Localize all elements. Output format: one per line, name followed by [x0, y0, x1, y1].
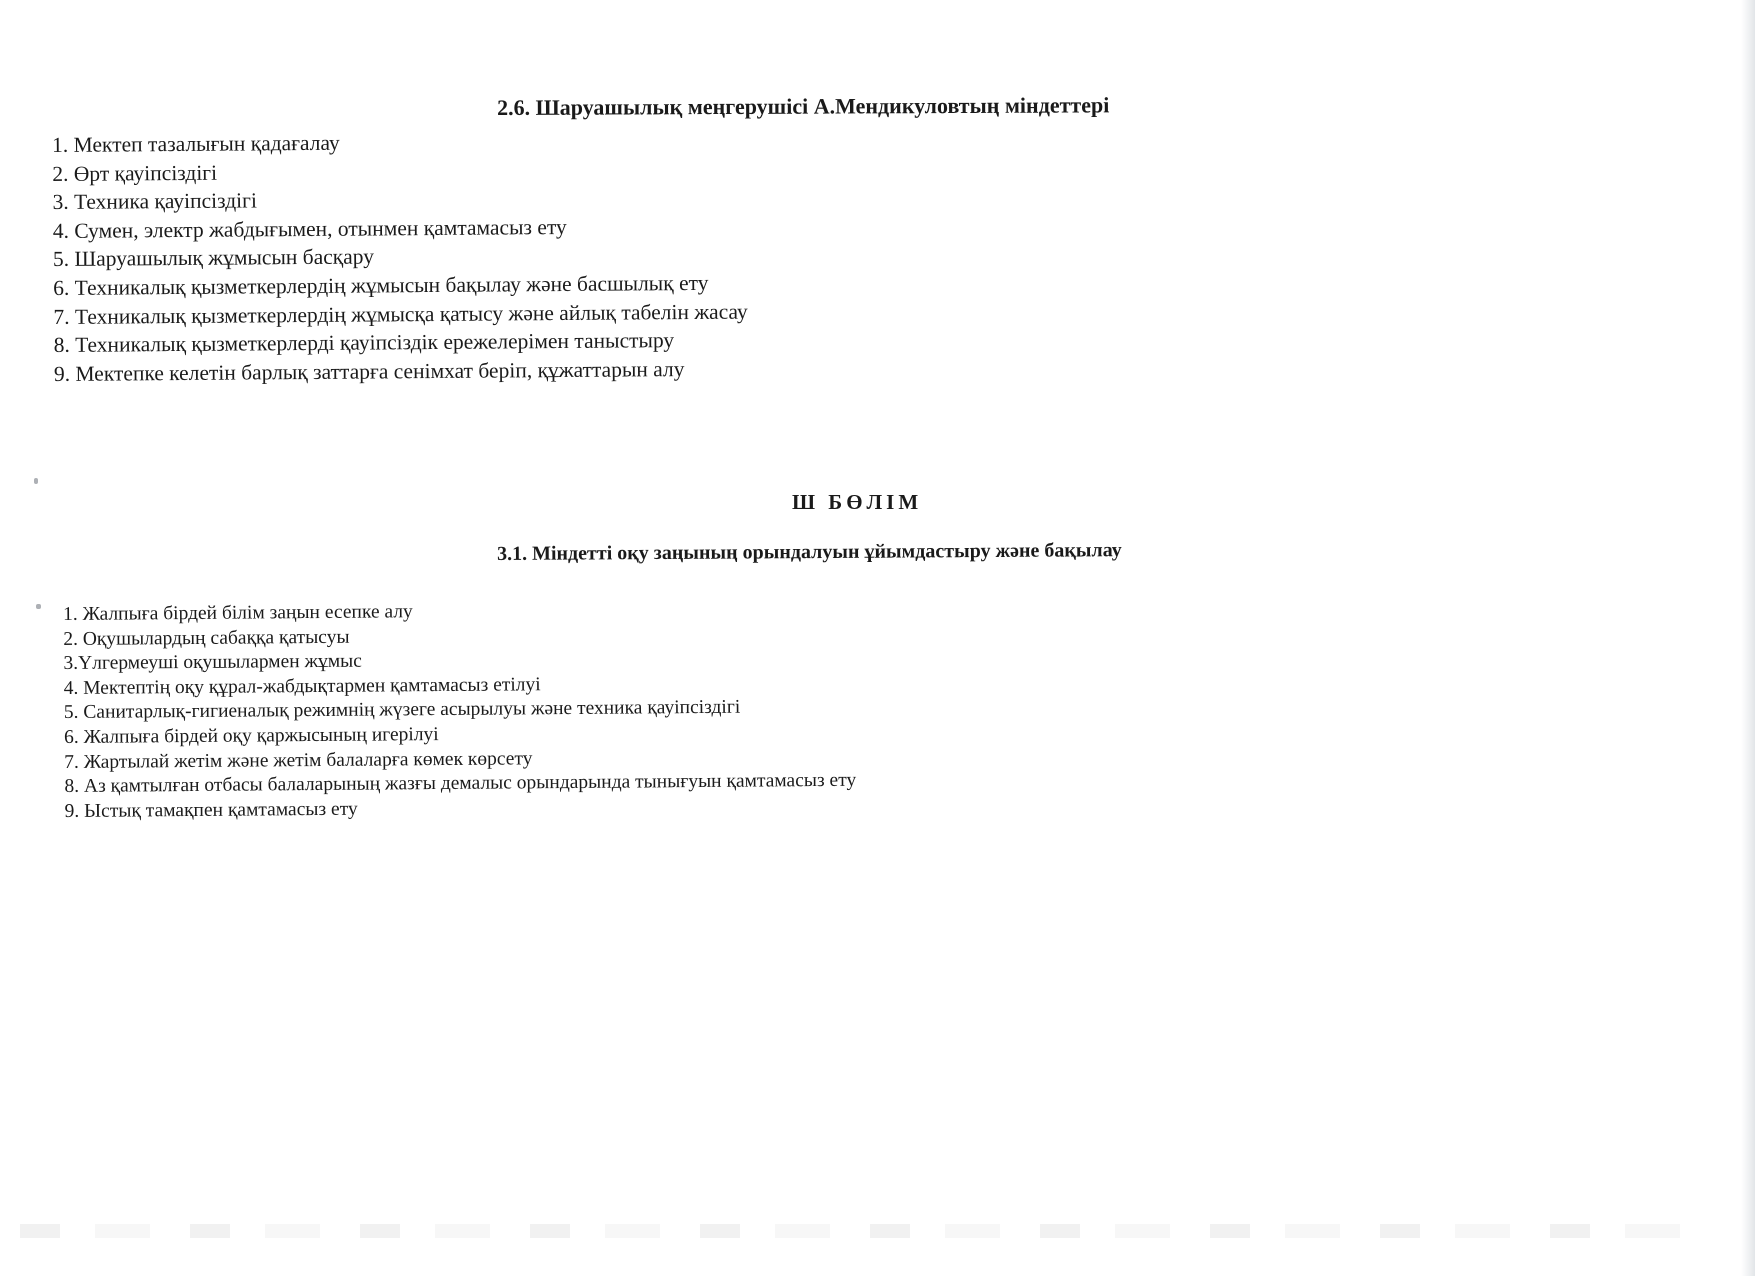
- list-item: 2. Өрт қауіпсіздігі: [52, 160, 218, 186]
- list-item: 7. Техникалық қызметкерлердің жұмысқа қатысу және айлық табелін жасау: [53, 299, 748, 329]
- list-item: 6. Техникалық қызметкерлердің жұмысын бақылау және басшылық ету: [53, 270, 709, 300]
- section-2-6-heading: 2.6. Шаруашылық меңгерушісі А.Мендикуловтың міндеттері: [497, 92, 1110, 120]
- scan-bottom-noise: [20, 1224, 1720, 1238]
- section-2-6-duties-list: [52, 126, 748, 389]
- list-item: 3.Үлгермеуші оқушылармен жұмыс: [63, 650, 362, 675]
- list-item: 4. Сумен, электр жабдығымен, отынмен қамтамасыз ету: [52, 214, 567, 243]
- section-3-title: Ш БӨЛІМ: [792, 490, 923, 514]
- list-item: 9. Ыстық тамақпен қамтамасыз ету: [64, 798, 358, 822]
- list-item: 1. Жалпыға бірдей білім заңын есепке алу: [63, 601, 413, 625]
- scan-edge-shadow: [1741, 0, 1755, 1276]
- list-item: 2. Оқушылардың сабаққа қатысуы: [63, 626, 350, 650]
- list-item: 1. Мектеп тазалығын қадағалау: [52, 130, 340, 157]
- list-item: 9. Мектепке келетін барлық заттарға сенімхат беріп, құжаттарын алу: [53, 356, 685, 386]
- list-item: 4. Мектептің оқу құрал-жабдықтармен қамтамасыз етілуі: [63, 674, 541, 699]
- list-item: 6. Жалпыға бірдей оқу қаржысының игерілуі: [63, 724, 439, 748]
- list-item: 7. Жартылай жетім және жетім балаларға көмек көрсету: [64, 747, 533, 773]
- list-item: 3. Техника қауіпсіздігі: [52, 188, 257, 215]
- list-item: 8. Техникалық қызметкерлерді қауіпсіздік ережелерімен таныстыру: [53, 328, 675, 358]
- scan-speck: [36, 604, 41, 609]
- section-3-1-heading: 3.1. Міндетті оқу заңының орындалуын ұйымдастыру және бақылау: [497, 539, 1122, 565]
- list-item: 5. Санитарлық-гигиеналық режимнің жүзеге асырылуы және техника қауіпсіздігі: [63, 697, 741, 724]
- section-3-1-tasks-list: [63, 597, 856, 825]
- list-item: 8. Аз қамтылған отбасы балаларының жазғы демалыс орындарында тынығуын қамтамасыз ету: [64, 769, 857, 798]
- scan-speck: [34, 478, 38, 484]
- list-item: 5. Шаруашылық жұмысын басқару: [52, 244, 375, 272]
